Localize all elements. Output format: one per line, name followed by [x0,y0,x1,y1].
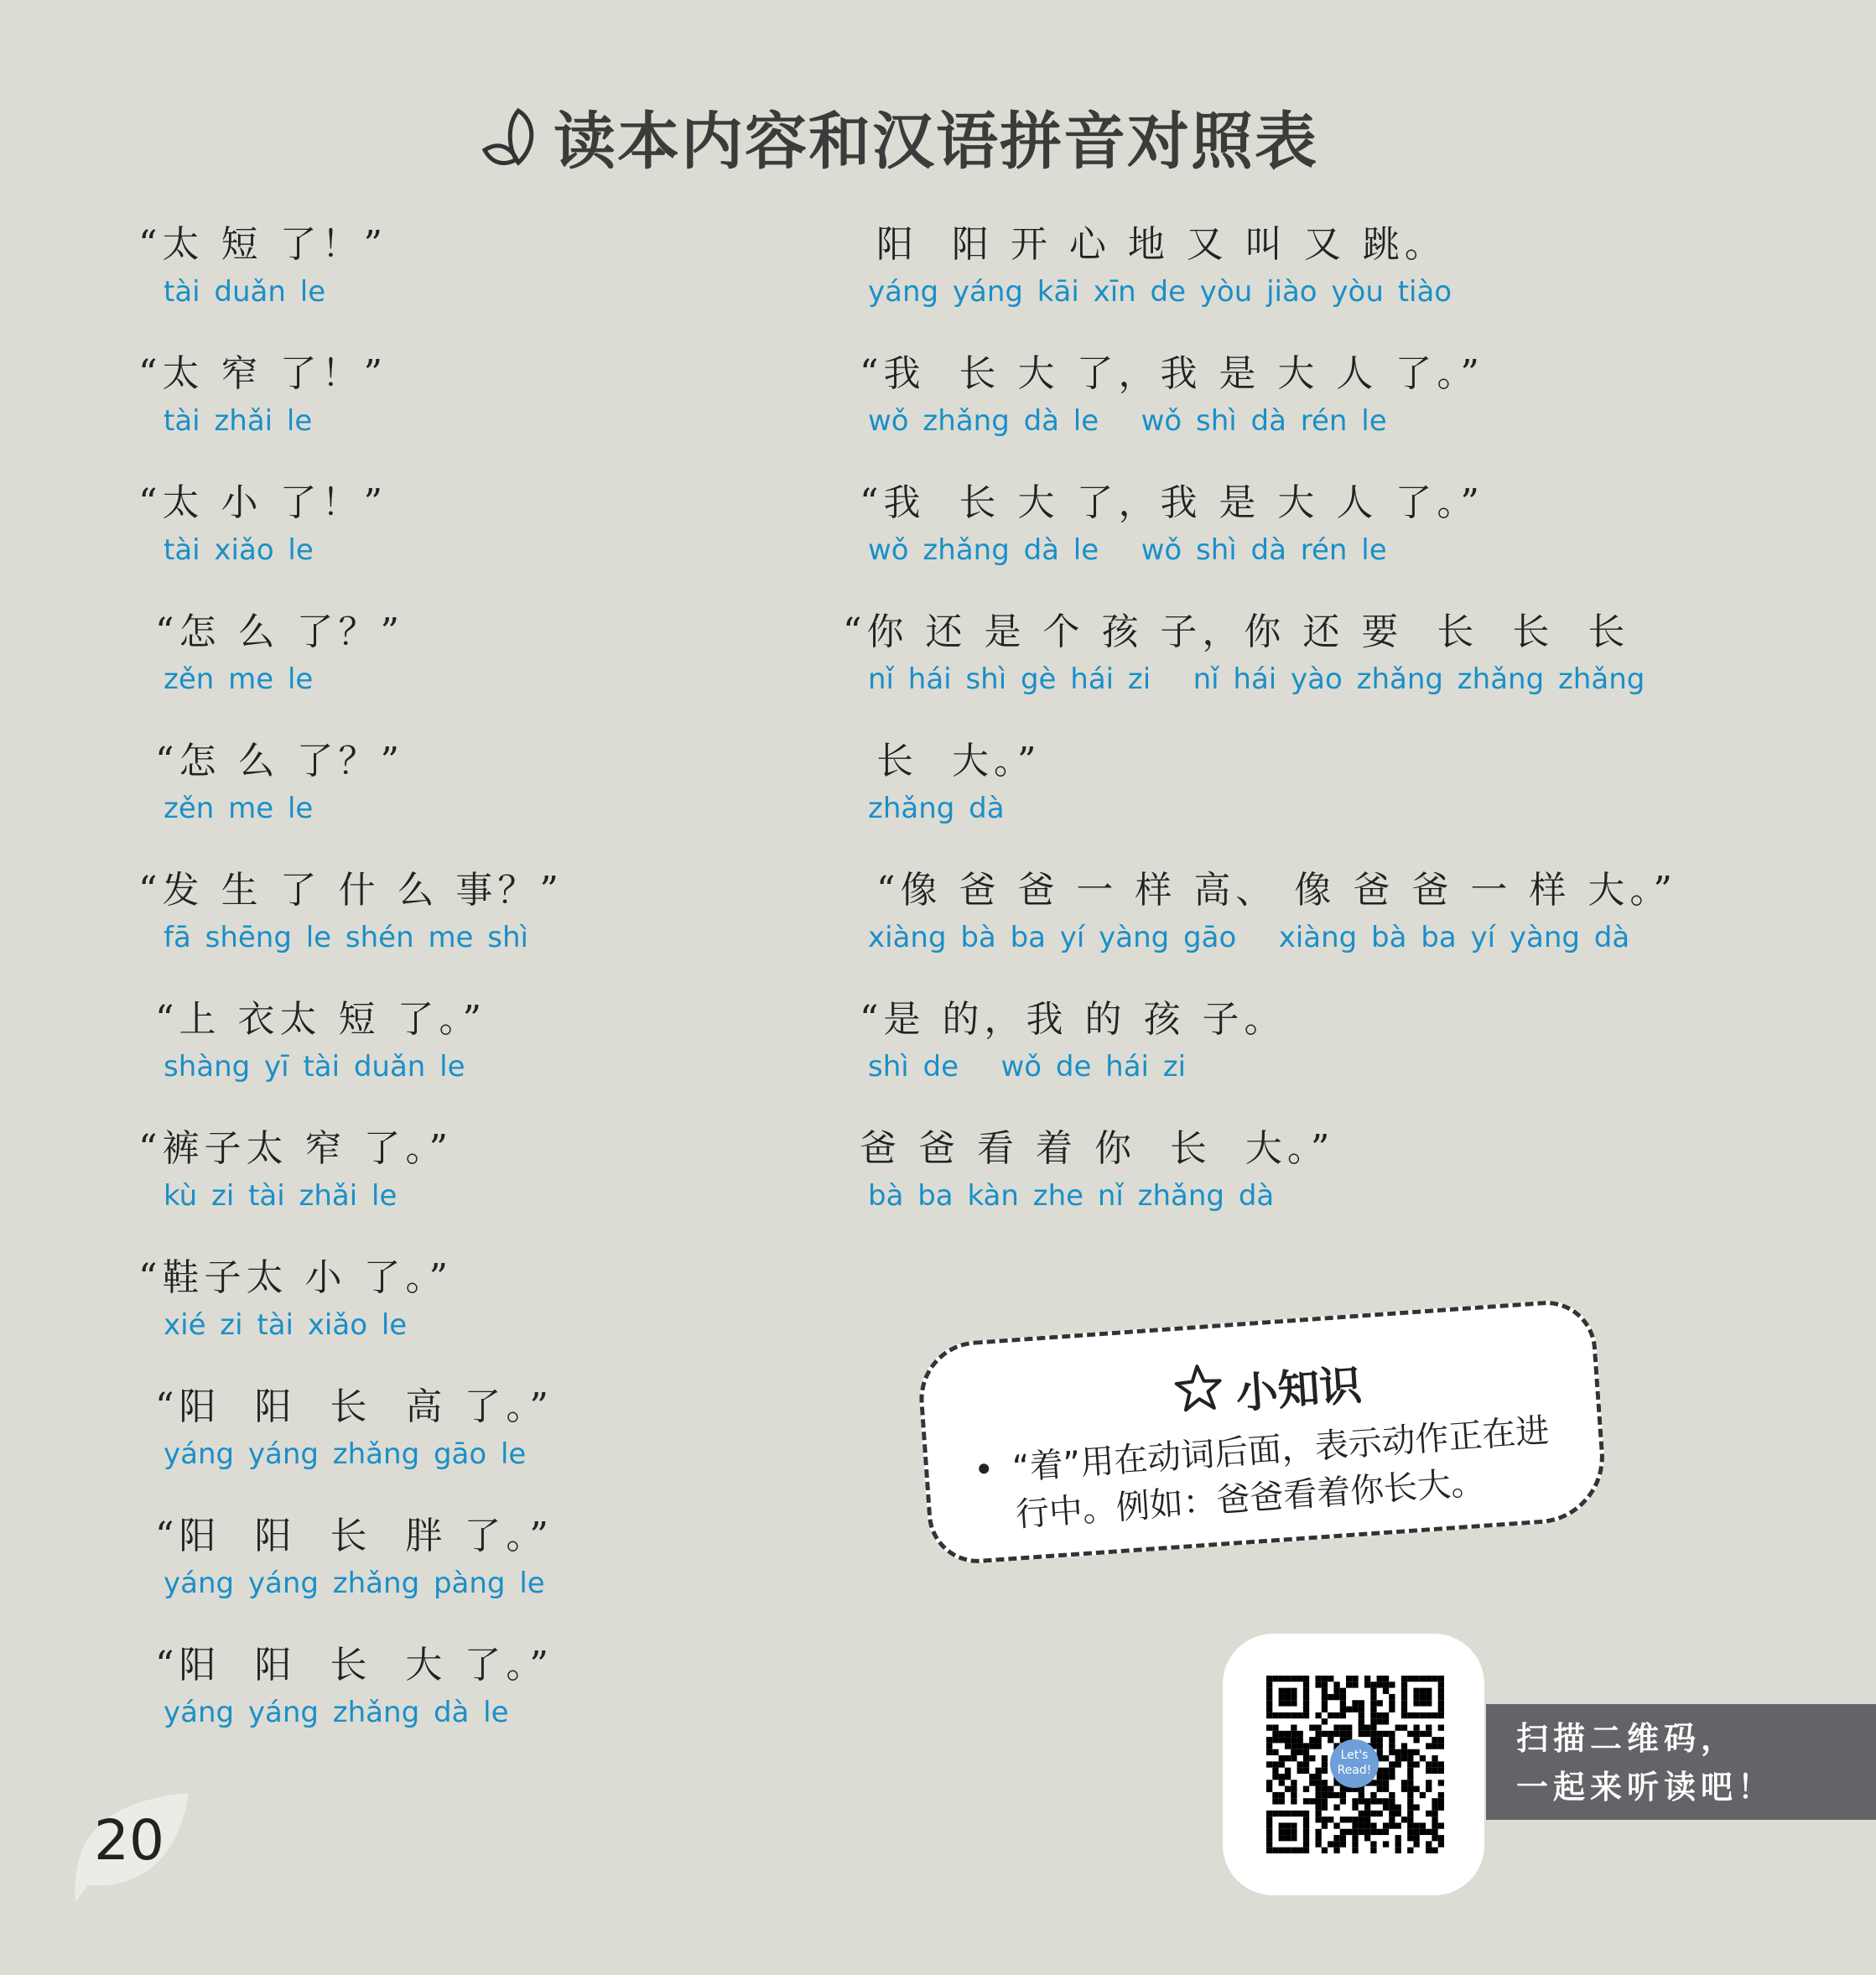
pinyin-line: tài xiǎo le [164,533,314,567]
text-pair [138,1640,826,1770]
pinyin-line: nǐ hái shì gè hái zi nǐ hái yào zhǎng zhǎng zhǎng [868,663,1645,696]
hanzi-line: “像 爸 爸 一 样 高、 像 爸 爸 一 样 大。” [843,869,1677,912]
pinyin-line: yáng yáng zhǎng dà le [164,1696,509,1729]
hanzi-line: “我 长 大 了，我 是 大 人 了。” [843,481,1484,524]
hanzi-line: “我 长 大 了，我 是 大 人 了。” [843,352,1484,395]
text-pair [843,349,1841,478]
text-pair [843,607,1841,736]
lets-read-logo: Let's Read! [1330,1739,1379,1788]
hanzi-line: “上 衣太 短 了。” [138,998,486,1041]
text-pair [843,865,1841,995]
hanzi-line: “太 窄 了！” [138,352,387,395]
text-pair [138,1124,826,1253]
hanzi-line: “你 还 是 个 孩 子，你 还 要 长 长 长 [843,611,1630,653]
qr-caption: 扫描二维码， 一起来听读吧！ [1486,1704,1876,1820]
text-pair [843,478,1841,607]
tip-text: “着”用在动词后面，表示动作正在进行中。例如：爸爸看着你长大。 [1011,1411,1551,1535]
text-pair [138,995,826,1124]
hanzi-line: 爸 爸 看 着 你 长 大。” [843,1127,1335,1170]
text-pair [138,1382,826,1511]
hanzi-line: “怎 么 了？” [138,611,404,653]
pinyin-line: tài duǎn le [164,275,326,309]
hanzi-line: “裤子太 窄 了。” [138,1127,453,1170]
hanzi-line: “阳 阳 长 胖 了。” [138,1515,553,1557]
pinyin-line: yáng yáng zhǎng gāo le [164,1437,527,1471]
pinyin-line: zěn me le [164,663,314,696]
hanzi-line: 阳 阳 开 心 地 又 叫 又 跳。 [843,223,1447,266]
bullet [979,1463,990,1474]
hanzi-line: “怎 么 了？” [138,740,404,782]
star-icon [1172,1361,1226,1425]
hanzi-line: “太 短 了！” [138,223,387,266]
text-pair [138,1253,826,1382]
pinyin-line: wǒ zhǎng dà le wǒ shì dà rén le [868,404,1387,438]
pinyin-line: yáng yáng kāi xīn de yòu jiào yòu tiào [868,275,1452,309]
pinyin-line: zhǎng dà [868,792,1005,825]
page-title: 读本内容和汉语拼音对照表 [0,92,1795,186]
pinyin-line: xiàng bà ba yí yàng gāo xiàng bà ba yí yàng dà [868,921,1630,954]
hanzi-line: “太 小 了！” [138,481,387,524]
right-column [843,220,1841,1253]
pinyin-line: tài zhǎi le [164,404,313,438]
leaf-icon [476,104,543,186]
hanzi-line: “是 的，我 的 孩 子。 [843,998,1286,1041]
pinyin-line: kù zi tài zhǎi le [164,1179,398,1213]
page-number: 20 [71,1793,189,1902]
hanzi-line: “鞋子太 小 了。” [138,1256,453,1299]
text-pair [138,478,826,607]
knowledge-tip-box [916,1297,1609,1567]
pinyin-line: shì de wǒ de hái zi [868,1050,1187,1084]
text-pair [843,995,1841,1124]
pinyin-line: yáng yáng zhǎng pàng le [164,1567,545,1600]
text-pair [843,1124,1841,1253]
tip-heading: 小知识 [1234,1360,1364,1418]
hanzi-line: “阳 阳 长 高 了。” [138,1385,553,1428]
pinyin-line: shàng yī tài duǎn le [164,1050,465,1084]
text-pair [138,607,826,736]
hanzi-line: 长 大。” [843,740,1042,782]
text-pair [138,865,826,995]
pinyin-line: zěn me le [164,792,314,825]
hanzi-line: “发 生 了 什 么 事？” [138,869,564,912]
pinyin-line: wǒ zhǎng dà le wǒ shì dà rén le [868,533,1387,567]
pinyin-line: bà ba kàn zhe nǐ zhǎng dà [868,1179,1275,1213]
text-pair [843,736,1841,865]
qr-code-card[interactable] [1223,1634,1484,1895]
text-pair [138,220,826,349]
hanzi-line: “阳 阳 长 大 了。” [138,1644,553,1687]
text-pair [138,349,826,478]
left-column [138,220,826,1770]
pinyin-line: fā shēng le shén me shì [164,921,528,954]
text-pair [138,736,826,865]
text-pair [843,220,1841,349]
pinyin-line: xié zi tài xiǎo le [164,1308,408,1342]
text-pair [138,1511,826,1640]
